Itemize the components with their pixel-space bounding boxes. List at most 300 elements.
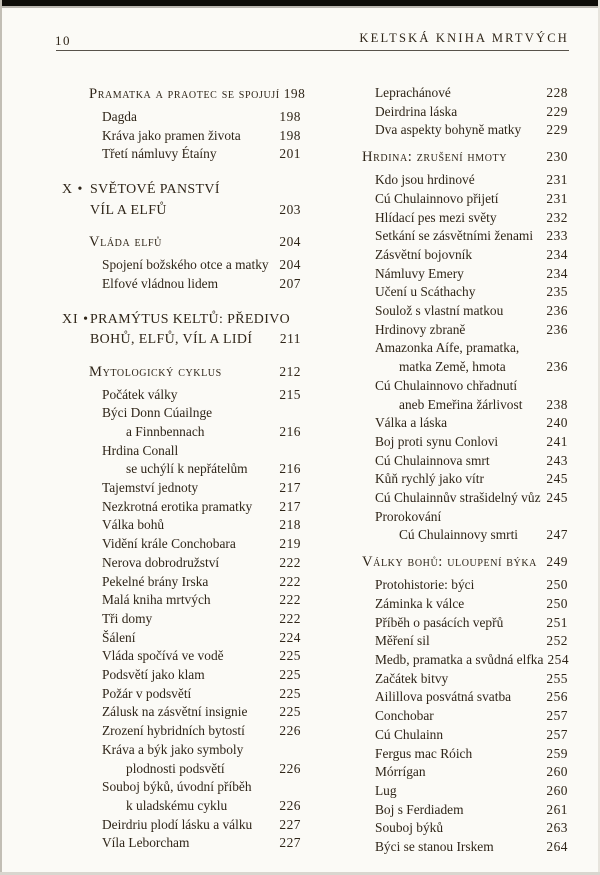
toc-entry-item	[62, 256, 301, 275]
toc-entry-item	[62, 610, 301, 629]
toc-page-number: 231	[546, 172, 568, 188]
toc-entry-title: SVĚTOVÉ PANSTVÍ	[90, 182, 220, 198]
toc-entry-item	[335, 819, 568, 838]
toc-entry-item	[62, 722, 301, 741]
toc-entry-title: se uchýlí k nepřátelům	[126, 461, 248, 477]
toc-entry-title: k uladskému cyklu	[126, 797, 228, 813]
toc-page-number: 230	[546, 149, 568, 165]
toc-line	[335, 576, 568, 595]
toc-entry-title: Počátek války	[102, 386, 178, 402]
toc-entry-title: Začátek bitvy	[375, 670, 449, 686]
toc-entry-title: Válka bohů	[102, 517, 165, 533]
toc-line	[62, 666, 301, 685]
toc-entry-item	[335, 632, 568, 651]
toc-entry-title: Cú Chulainnovo chřadnutí	[375, 377, 518, 393]
toc-line	[62, 362, 301, 382]
toc-entry-item	[335, 84, 568, 103]
toc-entry-item	[62, 498, 301, 517]
toc-line	[335, 414, 568, 433]
toc-entry-item	[62, 685, 301, 704]
toc-page-number: 225	[279, 685, 301, 701]
toc-entry-title: Kráva a býk jako symboly	[102, 741, 244, 757]
toc-entry-title: Elfové vládnou lidem	[102, 275, 219, 291]
toc-line	[335, 470, 568, 489]
toc-entry-title: Kdo jsou hrdinové	[375, 172, 475, 188]
toc-line	[62, 535, 301, 554]
toc-page-number: 222	[279, 592, 301, 608]
toc-entry-item	[335, 452, 568, 471]
toc-entry-item	[62, 275, 301, 294]
toc-page-number: 227	[279, 816, 301, 832]
toc-page-number: 264	[546, 839, 568, 855]
toc-entry-chapter	[62, 180, 301, 220]
toc-entry-item	[62, 703, 301, 722]
toc-entry-title: Souboj býků	[375, 820, 444, 836]
toc-entry-title: Víla Leborcham	[102, 835, 190, 851]
toc-entry-title: VÍL A ELFŮ	[90, 202, 167, 218]
toc-page-number: 225	[279, 667, 301, 683]
toc-line	[335, 688, 568, 707]
toc-entry-item	[62, 404, 301, 441]
toc-entry-item	[335, 707, 568, 726]
toc-entry-item	[62, 386, 301, 405]
toc-column-right	[335, 84, 568, 857]
toc-page-number: 218	[279, 517, 301, 533]
toc-entry-title: Mórrígan	[375, 764, 426, 780]
header-rule	[56, 50, 569, 51]
toc-line	[62, 108, 301, 127]
toc-entry-item	[335, 377, 568, 414]
toc-page-number: 252	[546, 633, 568, 649]
toc-line	[62, 647, 301, 666]
toc-entry-title: Cú Chulainnova smrt	[375, 452, 490, 468]
toc-line	[335, 283, 568, 302]
toc-line	[335, 763, 568, 782]
toc-page-number: 245	[546, 471, 568, 487]
toc-entry-title: Spojení božského otce a matky	[102, 257, 269, 273]
toc-line	[335, 651, 568, 670]
toc-line	[62, 816, 301, 835]
toc-entry-title: Amazonka Aífe, pramatka,	[375, 340, 520, 356]
toc-entry-title: Prorokování	[375, 508, 442, 524]
toc-line	[62, 180, 301, 200]
toc-entry-item	[62, 778, 301, 815]
chapter-numeral: XI •	[62, 311, 89, 327]
toc-page-number: 249	[546, 554, 568, 570]
toc-page-number: 225	[279, 704, 301, 720]
toc-page-number: 204	[279, 257, 301, 273]
toc-page-number: 256	[546, 689, 568, 705]
toc-entry-item	[335, 227, 568, 246]
toc-entry-item	[335, 433, 568, 452]
toc-line	[335, 452, 568, 471]
toc-page-number: 260	[546, 782, 568, 798]
toc-column-left	[62, 84, 306, 853]
toc-line	[62, 200, 301, 221]
toc-line	[62, 442, 301, 461]
scan-edge-top-shadow	[0, 6, 600, 8]
toc-entry-item	[335, 801, 568, 820]
toc-page-number: 224	[279, 629, 301, 645]
toc-entry-item	[335, 489, 568, 508]
toc-page-number: 255	[546, 670, 568, 686]
toc-line	[62, 127, 301, 146]
toc-line	[62, 498, 301, 517]
toc-entry-title: Býci Donn Cúailnge	[102, 405, 213, 421]
toc-entry-item	[62, 573, 301, 592]
toc-line	[335, 745, 568, 764]
toc-entry-item	[62, 127, 301, 146]
toc-page-number: 216	[279, 461, 301, 477]
toc-line	[62, 256, 301, 275]
toc-entry-item	[335, 726, 568, 745]
toc-entry-title: Válka a láska	[375, 415, 448, 431]
toc-page-number: 236	[546, 303, 568, 319]
toc-entry-title: Tři domy	[102, 610, 153, 626]
toc-entry-title: Požár v podsvětí	[102, 685, 192, 701]
toc-entry-item	[335, 576, 568, 595]
toc-page-number: 236	[546, 359, 568, 375]
toc-entry-item	[62, 834, 301, 853]
toc-line	[335, 632, 568, 651]
toc-page-number: 229	[546, 122, 568, 138]
toc-entry-title: Kráva jako pramen života	[102, 127, 241, 143]
toc-entry-title: Malá kniha mrtvých	[102, 592, 211, 608]
toc-entry-item	[335, 745, 568, 764]
toc-entry-title: Tajemství jednoty	[102, 480, 199, 496]
toc-line	[335, 707, 568, 726]
page-header	[55, 31, 569, 49]
toc-page-number: 238	[546, 396, 568, 412]
toc-entry-title: Boj proti synu Conlovi	[375, 433, 499, 449]
toc-entry-section	[62, 362, 301, 382]
toc-line	[62, 423, 301, 442]
toc-entry-item	[62, 108, 301, 127]
toc-page-number: 201	[279, 146, 301, 162]
toc-line	[335, 508, 568, 527]
toc-page-number: 247	[546, 527, 568, 543]
toc-line	[62, 834, 301, 853]
toc-page-number: 226	[279, 797, 301, 813]
toc-line	[335, 726, 568, 745]
toc-entry-title: Protohistorie: býci	[375, 577, 475, 593]
toc-entry-title: Nezkrotná erotika pramatky	[102, 498, 253, 514]
toc-page-number: 233	[546, 228, 568, 244]
toc-line	[335, 552, 568, 572]
toc-page-number: 240	[546, 415, 568, 431]
toc-entry-item	[335, 209, 568, 228]
toc-line	[335, 339, 568, 358]
toc-line	[335, 614, 568, 633]
toc-page-number: 241	[546, 433, 568, 449]
toc-page-number: 257	[546, 708, 568, 724]
toc-line	[335, 147, 568, 167]
toc-page-number: 260	[546, 764, 568, 780]
toc-entry-item	[62, 666, 301, 685]
toc-page-number: 254	[547, 651, 570, 667]
toc-entry-title: Hrdina Conall	[102, 442, 179, 458]
toc-entry-title: Cú Chulainnovy smrti	[399, 527, 519, 543]
toc-entry-title: Nerova dobrodružství	[102, 554, 220, 570]
toc-page-number: 198	[283, 86, 306, 101]
toc-page-number: 250	[546, 577, 568, 593]
chapter-numeral: X •	[62, 182, 84, 198]
toc-entry-title: Podsvětí jako klam	[102, 667, 205, 683]
toc-line	[335, 670, 568, 689]
toc-line	[62, 722, 301, 741]
toc-line	[62, 797, 301, 816]
toc-entry-item	[62, 741, 301, 778]
toc-entry-title: Dva aspekty bohyně matky	[375, 122, 522, 138]
toc-line	[62, 610, 301, 629]
toc-line	[335, 489, 568, 508]
toc-page-number: 227	[279, 835, 301, 851]
toc-entry-item	[62, 554, 301, 573]
toc-page-number: 225	[279, 648, 301, 664]
toc-entry-title: Vláda elfů	[89, 234, 162, 251]
toc-entry-title: aneb Emeřina žárlivost	[399, 396, 523, 412]
toc-entry-title: a Finnbennach	[126, 423, 205, 439]
toc-line	[335, 84, 568, 103]
toc-line	[335, 819, 568, 838]
toc-page-number: 226	[279, 723, 301, 739]
toc-line	[335, 209, 568, 228]
toc-entry-item	[335, 763, 568, 782]
toc-line	[62, 703, 301, 722]
toc-page-number: 236	[546, 321, 568, 337]
toc-entry-title: Hrdinovy zbraně	[375, 321, 466, 337]
toc-line	[62, 629, 301, 648]
toc-page-number: 261	[546, 801, 568, 817]
toc-line	[335, 782, 568, 801]
toc-entry-item	[62, 816, 301, 835]
toc-line	[335, 838, 568, 857]
toc-line	[62, 460, 301, 479]
toc-entry-item	[335, 302, 568, 321]
toc-line	[62, 573, 301, 592]
toc-entry-title: Lug	[375, 782, 397, 798]
toc-line	[62, 778, 301, 797]
toc-entry-item	[335, 670, 568, 689]
toc-line	[62, 404, 301, 423]
toc-page-number: 234	[546, 246, 568, 262]
toc-line	[335, 433, 568, 452]
toc-entry-item	[335, 651, 568, 670]
toc-entry-item	[335, 190, 568, 209]
toc-page-number: 263	[546, 820, 568, 836]
toc-entry-title: Dagda	[102, 109, 137, 124]
toc-entry-title: Třetí námluvy Étaíny	[102, 146, 217, 162]
toc-entry-title: plodnosti podsvětí	[126, 760, 225, 776]
toc-entry-title: matka Země, hmota	[399, 359, 506, 375]
toc-line	[335, 302, 568, 321]
toc-entry-item	[335, 246, 568, 265]
toc-page-number: 222	[279, 610, 301, 626]
toc-entry-title: Zrození hybridních bytostí	[102, 723, 245, 739]
toc-page-number: 243	[546, 452, 568, 468]
toc-line	[62, 232, 301, 252]
toc-entry-title: Hrdina: zrušení hmoty	[362, 149, 508, 166]
toc-page-number: 198	[279, 127, 301, 143]
toc-page-number: 251	[546, 614, 568, 630]
toc-entry-title: Medb, pramatka a svůdná elfka	[375, 651, 544, 667]
toc-page-number: 204	[279, 234, 301, 250]
toc-line	[62, 516, 301, 535]
toc-page-number: 250	[546, 595, 568, 611]
toc-entry-item	[335, 838, 568, 857]
toc-page-number: 226	[279, 760, 301, 776]
toc-page-number: 235	[546, 284, 568, 300]
toc-entry-title: Leprachánové	[375, 85, 451, 100]
toc-entry-section	[62, 84, 306, 104]
toc-entry-title: Války bohů: uloupení býka	[362, 554, 537, 571]
toc-entry-title: Setkání se zásvětními ženami	[375, 228, 534, 244]
toc-line	[335, 171, 568, 190]
toc-entry-item	[335, 688, 568, 707]
toc-line	[62, 591, 301, 610]
toc-entry-item	[62, 516, 301, 535]
toc-line	[335, 377, 568, 396]
toc-line	[335, 246, 568, 265]
toc-entry-title: Conchobar	[375, 708, 434, 724]
toc-line	[335, 358, 568, 377]
toc-entry-title: Boj s Ferdiadem	[375, 801, 464, 817]
toc-entry-item	[62, 629, 301, 648]
toc-page-number: 228	[546, 85, 568, 100]
toc-entry-item	[335, 782, 568, 801]
toc-entry-chapter	[62, 310, 301, 350]
toc-entry-title: Soulož s vlastní matkou	[375, 303, 504, 319]
toc-entry-item	[335, 121, 568, 140]
toc-entry-item	[335, 614, 568, 633]
toc-entry-title: BOHŮ, ELFŮ, VÍL A LIDÍ	[90, 332, 253, 348]
toc-page-number: 257	[546, 726, 568, 742]
toc-line	[62, 84, 306, 104]
toc-entry-item	[335, 283, 568, 302]
toc-page-number: 222	[279, 573, 301, 589]
toc-line	[335, 227, 568, 246]
toc-line	[335, 190, 568, 209]
toc-page-number: 232	[546, 209, 568, 225]
toc-line	[62, 760, 301, 779]
toc-page-number: 216	[279, 423, 301, 439]
toc-page-number: 203	[279, 201, 301, 217]
toc-entry-item	[335, 595, 568, 614]
toc-page-number: 219	[279, 536, 301, 552]
toc-entry-item	[62, 145, 301, 164]
toc-entry-title: Vláda spočívá ve vodě	[102, 648, 224, 664]
page-number: 10	[55, 33, 71, 48]
toc-entry-title: Záminka k válce	[375, 595, 465, 611]
toc-entry-title: Fergus mac Róich	[375, 745, 473, 761]
toc-line	[62, 275, 301, 294]
toc-line	[62, 310, 301, 330]
toc-entry-title: Měření sil	[375, 633, 430, 649]
toc-entry-title: Cú Chulainnův strašidelný vůz	[375, 490, 541, 506]
toc-entry-item	[335, 103, 568, 122]
toc-line	[62, 479, 301, 498]
toc-entry-title: Cú Chulainn	[375, 726, 444, 742]
toc-line	[335, 526, 568, 545]
toc-entry-item	[335, 265, 568, 284]
toc-page-number: 222	[279, 554, 301, 570]
toc-entry-title: Kůň rychlý jako vítr	[375, 471, 484, 487]
toc-page-number: 211	[279, 331, 301, 347]
toc-page-number: 245	[546, 490, 568, 506]
toc-entry-title: Cú Chulainnovo přijetí	[375, 190, 499, 206]
toc-page-number: 212	[279, 363, 301, 379]
toc-entry-item	[62, 442, 301, 479]
toc-line	[335, 321, 568, 340]
toc-entry-title: Zálusk na zásvětní insignie	[102, 704, 248, 720]
toc-entry-item	[62, 479, 301, 498]
toc-entry-title: Hlídací pes mezi světy	[375, 209, 497, 225]
toc-entry-title: Deirdrina láska	[375, 103, 458, 119]
toc-entry-title: Deirdriu plodí lásku a válku	[102, 816, 253, 832]
toc-line	[62, 741, 301, 760]
toc-entry-title: Učení u Scáthachy	[375, 284, 476, 300]
toc-page-number: 207	[279, 275, 301, 291]
toc-entry-item	[335, 414, 568, 433]
toc-line	[335, 801, 568, 820]
toc-entry-item	[62, 591, 301, 610]
toc-entry-title: PRAMÝTUS KELTŮ: PŘEDIVO	[90, 311, 291, 327]
toc-entry-title: Šálení	[102, 629, 136, 645]
toc-entry-item	[335, 339, 568, 376]
toc-line	[335, 595, 568, 614]
toc-line	[62, 685, 301, 704]
toc-page-number: 229	[546, 103, 568, 119]
toc-entry-item	[335, 321, 568, 340]
toc-entry-title: Příběh o pasácích vepřů	[375, 614, 504, 630]
toc-line	[335, 396, 568, 415]
toc-entry-title: Býci se stanou Irskem	[375, 839, 494, 855]
toc-entry-title: Námluvy Emery	[375, 265, 464, 281]
toc-entry-item	[335, 508, 568, 545]
toc-line	[62, 386, 301, 405]
toc-entry-title: Ailillova posvátná svatba	[375, 689, 512, 705]
toc-page-number: 234	[546, 265, 568, 281]
toc-entry-title: Mytologický cyklus	[89, 363, 222, 380]
toc-page-number: 198	[279, 109, 301, 124]
toc-entry-item	[62, 535, 301, 554]
toc-line	[335, 121, 568, 140]
toc-line	[335, 265, 568, 284]
toc-entry-section	[335, 552, 568, 572]
toc-entry-title: Pramatka a praotec se spojují	[89, 86, 280, 102]
toc-entry-section	[62, 232, 301, 252]
toc-line	[335, 103, 568, 122]
toc-entry-title: Souboj býků, úvodní příběh	[102, 779, 252, 795]
toc-page-number: 259	[546, 745, 568, 761]
toc-entry-item	[62, 647, 301, 666]
toc-page-number: 231	[546, 190, 568, 206]
toc-entry-title: Vidění krále Conchobara	[102, 536, 236, 552]
toc-entry-item	[335, 470, 568, 489]
toc-entry-title: Pekelné brány Irska	[102, 573, 209, 589]
toc-entry-item	[335, 171, 568, 190]
toc-page-number: 217	[279, 480, 301, 496]
toc-entry-section	[335, 147, 568, 167]
running-title: KELTSKÁ KNIHA MRTVÝCH	[359, 31, 569, 45]
toc-page-number: 217	[279, 498, 301, 514]
scan-edge-left	[0, 0, 2, 875]
toc-line	[62, 145, 301, 164]
toc-entry-title: Zásvětní bojovník	[375, 246, 473, 262]
toc-page-number: 215	[279, 386, 301, 402]
toc-line	[62, 554, 301, 573]
toc-line	[62, 329, 301, 350]
